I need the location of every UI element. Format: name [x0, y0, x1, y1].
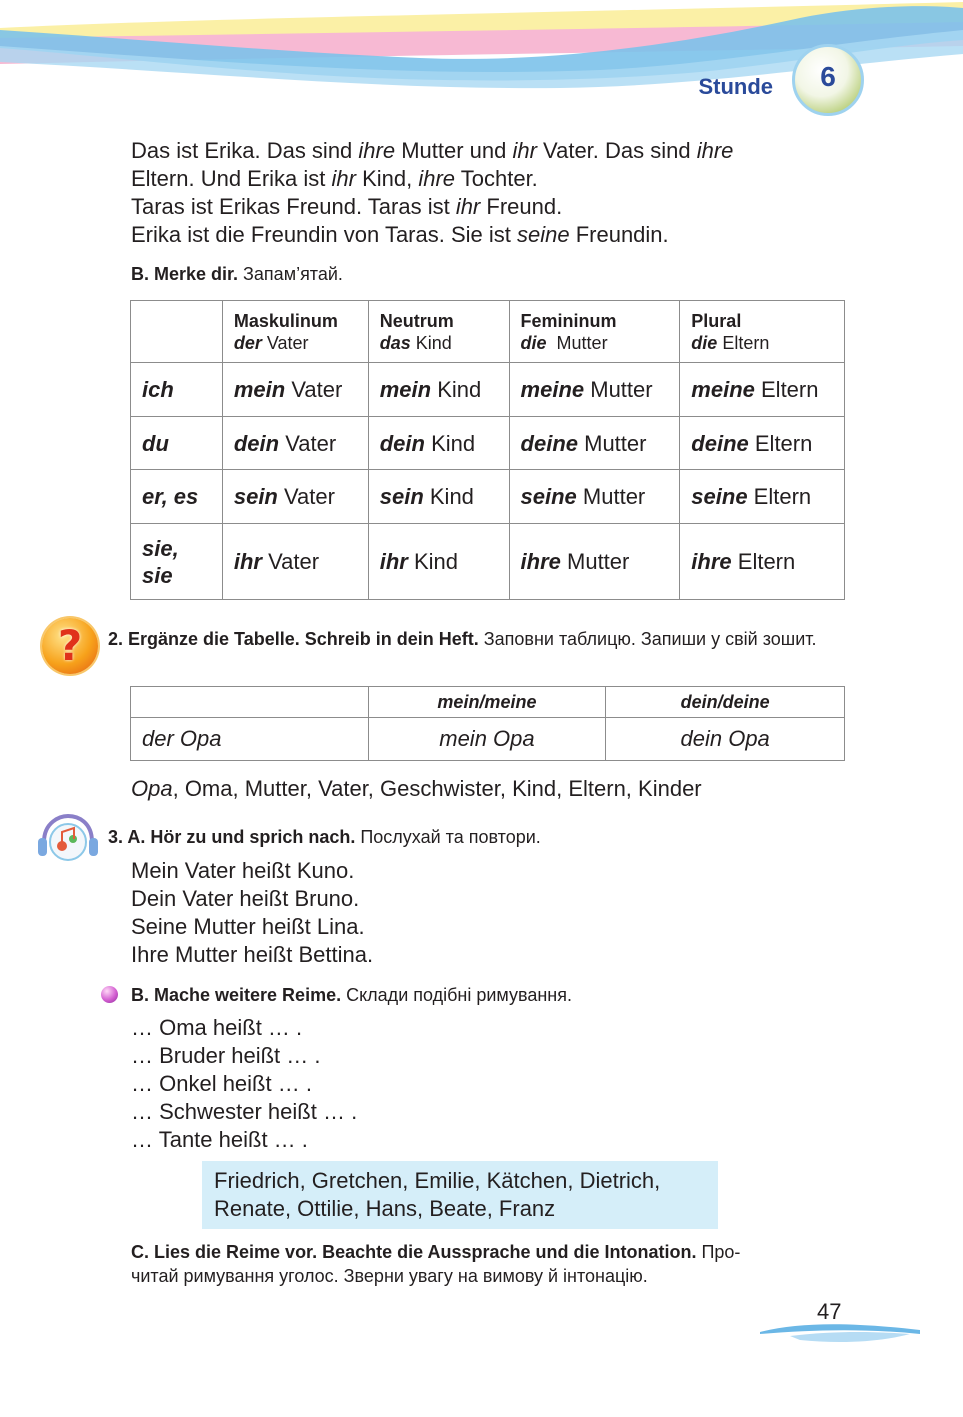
italic-word: ihre — [358, 138, 396, 163]
exercise-3c-line-1 — [131, 1240, 847, 1264]
list-item: Mein Vater heißt Kuno. — [131, 858, 355, 883]
italic-word: ihr — [455, 194, 481, 219]
table-cell: dein Vater — [222, 417, 368, 470]
table-header-cell — [131, 301, 223, 363]
table-header-cell — [222, 301, 368, 363]
table-cell: deine Eltern — [680, 417, 845, 470]
list-item: Dein Vater heißt Bruno. — [131, 886, 360, 911]
possessive-pronoun-table — [130, 300, 845, 600]
table-cell: dein Opa — [606, 718, 845, 761]
table-row — [131, 470, 845, 524]
table-header-cell: dein/deine — [606, 687, 845, 718]
pronoun-cell: sie, sie — [131, 524, 223, 600]
header-example: die Eltern — [691, 332, 770, 353]
merke-heading — [131, 262, 343, 286]
header-title: Plural — [691, 310, 742, 331]
italic-word: ihr — [331, 166, 356, 191]
lesson-number-badge — [792, 44, 864, 116]
table-row — [131, 417, 845, 470]
exercise-2-translation: Заповни таблицю. Запиши у свій зошит. — [478, 629, 817, 649]
fill-in-table — [130, 686, 845, 761]
headphones-icon[interactable] — [36, 812, 100, 864]
table-header-cell — [368, 301, 509, 363]
italic-word: ihre — [696, 138, 734, 163]
text-run: Taras ist Erikas Freund. Taras ist — [131, 194, 456, 219]
intro-line-2 — [131, 165, 845, 193]
text-run: Erika ist die Freundin von Taras. Sie ist — [131, 222, 517, 247]
table-row — [131, 524, 845, 600]
text-run: Freund. — [480, 194, 563, 219]
pronoun-cell: du — [131, 417, 223, 470]
text-run: Tochter. — [455, 166, 538, 191]
names-line: Renate, Ottilie, Hans, Beate, Franz — [214, 1196, 556, 1221]
lesson-number: 6 — [820, 61, 836, 92]
rhyme-list — [131, 857, 373, 969]
header-title: Maskulinum — [233, 310, 338, 331]
list-item: Seine Mutter heißt Lina. — [131, 914, 365, 939]
word-list-example: Opa — [131, 776, 173, 801]
merke-heading-translation: Запам’ятай. — [238, 264, 343, 284]
exercise-3c-line-2: читай римування уголос. Зверни увагу на вимову й інтонацію. — [131, 1266, 648, 1286]
word-list — [131, 775, 702, 803]
table-cell: sein Kind — [368, 470, 509, 524]
intro-line-1 — [131, 137, 845, 165]
text-run: Kind, — [355, 166, 419, 191]
italic-word: ihre — [418, 166, 456, 191]
exercise-2-title: 2. Ergänze die Tabelle. Schreib in dein Heft. — [108, 629, 479, 649]
pronoun-cell: er, es — [131, 470, 223, 524]
table-cell: meine Mutter — [509, 363, 680, 417]
table-cell: mein Kind — [368, 363, 509, 417]
list-item: … Bruder heißt … . — [131, 1043, 321, 1068]
lesson-label: Stunde — [698, 74, 773, 99]
list-item: … Oma heißt … . — [131, 1015, 303, 1040]
text-run: Freundin. — [569, 222, 669, 247]
header-title: Neutrum — [379, 310, 454, 331]
list-item: … Onkel heißt … . — [131, 1071, 312, 1096]
list-item: Ihre Mutter heißt Bettina. — [131, 942, 374, 967]
exercise-3-translation: Послухай та повтори. — [355, 827, 541, 847]
table-header-row — [131, 687, 845, 718]
exercise-3b-heading — [131, 983, 572, 1007]
intro-text — [131, 137, 845, 249]
table-cell: ihr Vater — [222, 524, 368, 600]
table-header-cell — [680, 301, 845, 363]
question-mark-icon: ? — [42, 618, 98, 674]
table-row — [131, 363, 845, 417]
page-number: 47 — [817, 1299, 842, 1324]
list-item: … Schwester heißt … . — [131, 1099, 358, 1124]
text-run: Vater. Das sind — [536, 138, 697, 163]
table-cell: deine Mutter — [509, 417, 680, 470]
header-example: das Kind — [379, 332, 452, 353]
word-list-words: , Oma, Mutter, Vater, Geschwister, Kind, Eltern, Kinder — [172, 776, 702, 801]
intro-line-4 — [131, 221, 845, 249]
header-title: Femininum — [520, 310, 617, 331]
merke-heading-bold: B. Merke dir. — [131, 264, 239, 284]
text-run: Das ist Erika. Das sind — [131, 138, 359, 163]
table-row — [131, 718, 845, 761]
table-header-cell — [131, 687, 369, 718]
text-run: Mutter und — [395, 138, 513, 163]
header-example: die Mutter — [520, 332, 608, 353]
table-cell: ihre Mutter — [509, 524, 680, 600]
intro-line-3 — [131, 193, 845, 221]
table-cell: dein Kind — [368, 417, 509, 470]
list-item: … Tante heißt … . — [131, 1127, 308, 1152]
italic-word: seine — [517, 222, 570, 247]
table-cell: der Opa — [131, 718, 369, 761]
exercise-3c-heading — [131, 1240, 847, 1288]
table-cell: ihre Eltern — [680, 524, 845, 600]
names-box — [202, 1161, 718, 1229]
exercise-3c-title: C. Lies die Reime vor. Beachte die Aussprache und die Intonation. — [131, 1242, 697, 1262]
table-header-cell — [509, 301, 680, 363]
table-cell: seine Mutter — [509, 470, 680, 524]
pronoun-cell: ich — [131, 363, 223, 417]
exercise-2-heading — [108, 627, 848, 651]
footer-swoosh — [760, 1318, 920, 1348]
exercise-3c-translation: Про- — [696, 1242, 741, 1262]
table-cell: mein Vater — [222, 363, 368, 417]
table-cell: meine Eltern — [680, 363, 845, 417]
table-header-row — [131, 301, 845, 363]
table-cell: seine Eltern — [680, 470, 845, 524]
italic-word: ihr — [512, 138, 537, 163]
header-example: der Vater — [233, 332, 309, 353]
names-line: Friedrich, Gretchen, Emilie, Kätchen, Dietrich, — [214, 1168, 661, 1193]
exercise-3-heading — [108, 825, 541, 849]
table-cell: ihr Kind — [368, 524, 509, 600]
table-cell: sein Vater — [222, 470, 368, 524]
rhyme-starter-list — [131, 1014, 357, 1154]
exercise-3b-title: B. Mache weitere Reime. — [131, 985, 342, 1005]
pink-dot-icon — [101, 986, 118, 1003]
exercise-3b-translation: Склади подібні римування. — [341, 985, 572, 1005]
table-header-cell: mein/meine — [368, 687, 606, 718]
table-cell: mein Opa — [368, 718, 606, 761]
text-run: Eltern. Und Erika ist — [131, 166, 332, 191]
exercise-3-title: 3. A. Hör zu und sprich nach. — [108, 827, 356, 847]
